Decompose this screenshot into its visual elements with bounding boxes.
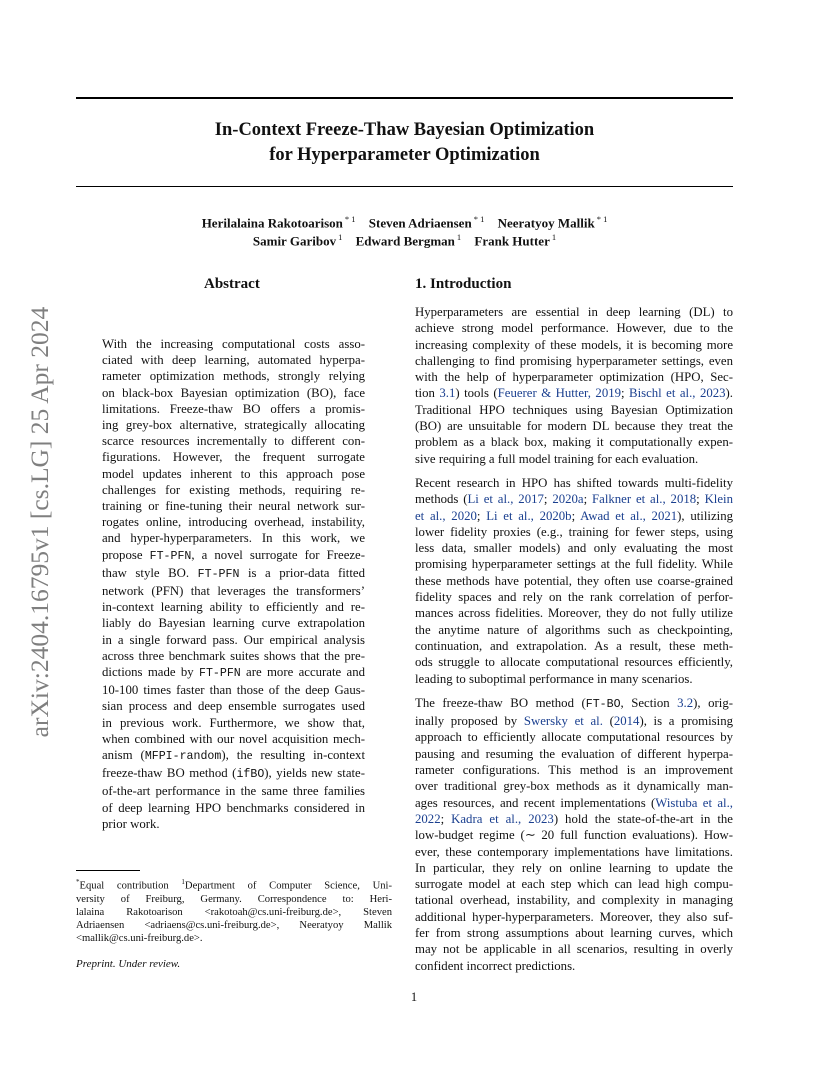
- intro-line: ever, these contemporary implementations have limitations.: [415, 844, 733, 859]
- author-affiliation-mark: * 1: [344, 214, 356, 224]
- abstract-line: sian process and deep ensemble surrogates used: [102, 699, 365, 714]
- method-name-ft-pfn: FT-PFN: [149, 549, 192, 563]
- intro-line: tion 3.1) tools (Feuerer & Hutter, 2019; Bischl et al., 2023).: [415, 386, 734, 401]
- citation-link[interactable]: Feuerer & Hutter, 2019: [497, 386, 622, 401]
- intro-line: promising hyperparameter settings at the full fidelity. While: [415, 557, 733, 572]
- introduction-heading: 1. Introduction: [415, 276, 512, 292]
- author-line-2: [76, 232, 733, 249]
- footnote-line: lalaina Rakotoarison <rakotoah@cs.uni-freiburg.de>, Steven: [76, 906, 392, 918]
- citation-link[interactable]: 2022: [415, 811, 441, 826]
- intro-line: approach to efficiently allocate computational resources by: [415, 730, 733, 745]
- abstract-line: when combined with our novel acquisition mech-: [102, 731, 365, 746]
- paper-title-line-2: for Hyperparameter Optimization: [269, 145, 540, 165]
- intro-line: continuation, and extrapolation. As a result, these meth-: [415, 638, 733, 653]
- method-name-ft-pfn: FT-PFN: [198, 667, 241, 681]
- intro-line: In particular, they rely on online learning to update the: [415, 860, 733, 875]
- citation-link[interactable]: Swersky et al.: [523, 714, 603, 729]
- abstract-line: prior work.: [102, 816, 160, 831]
- method-name-ft-pfn: FT-PFN: [197, 567, 240, 581]
- page-number: 1: [410, 990, 418, 1004]
- title-rule-top: [76, 97, 733, 99]
- intro-line: et al., 2020; Li et al., 2020b; Awad et al., 2021), utilizing: [415, 508, 733, 523]
- introduction-text: [415, 304, 733, 982]
- intro-line: achieve strong model performance. However, due to the: [415, 321, 733, 336]
- abstract-line: propose FT-PFN, a novel surrogate for Freeze-: [102, 547, 365, 563]
- intro-line: leading to suboptimal performance in many scenarios.: [415, 671, 693, 686]
- intro-paragraph-3: [415, 695, 733, 974]
- abstract-line: thaw style BO. FT-PFN is a prior-data fitted: [102, 565, 365, 581]
- intro-line: ods struggle to allocate computational resources efficiently,: [415, 655, 733, 670]
- intro-line: Traditional HPO techniques using Bayesian Optimization: [415, 402, 733, 417]
- citation-link[interactable]: Li et al., 2020b: [486, 508, 572, 523]
- footnote-line: versity of Freiburg, Germany. Correspondence to: Heri-: [76, 893, 392, 905]
- author-name: Samir Garibov: [252, 233, 337, 249]
- method-name-mfpi-random: MFPI-random: [144, 750, 222, 764]
- preprint-note: Preprint. Under review.: [76, 958, 181, 970]
- abstract-line: model updates inherent to this approach pose: [102, 466, 365, 481]
- method-name-ft-bo: FT-BO: [585, 697, 621, 711]
- author-name: Edward Bergman: [355, 233, 455, 249]
- intro-line: inally proposed by Swersky et al. (2014), is a promising: [415, 714, 733, 729]
- abstract-heading: Abstract: [204, 276, 260, 292]
- intro-line: pausing and resuming the evaluation of different hyperpa-: [415, 746, 733, 761]
- citation-link[interactable]: Bischl et al., 2023: [629, 386, 726, 401]
- abstract-line: freeze-thaw BO method (ifBO), yields new state-: [102, 766, 365, 782]
- intro-line: lower fidelity proxies (e.g., training for fewer steps, using: [415, 524, 733, 539]
- intro-line: 2022; Kadra et al., 2023) hold the state-of-the-art in the: [415, 811, 733, 826]
- intro-line: ages resources, and recent implementations (Wistuba et al.,: [415, 795, 733, 810]
- abstract-line: ing grey-box alternative, strategically allocating: [102, 418, 365, 433]
- abstract-line: ciated with deep learning, automated hyperpa-: [102, 353, 365, 368]
- intro-line: sive requiring a full model training for each evaluation.: [415, 451, 699, 466]
- intro-line: these methods have potential, they often use coarse-grained: [415, 573, 733, 588]
- abstract-line: of-the-art performance in the same three families: [102, 784, 365, 799]
- citation-link[interactable]: Awad et al., 2021: [580, 508, 678, 523]
- abstract-line: rameter optimization methods, strongly relying: [102, 369, 365, 384]
- author-affiliation-mark: * 1: [473, 214, 485, 224]
- footnote: [76, 876, 392, 945]
- abstract-line: in-context learning ability to efficiently and re-: [102, 600, 365, 615]
- author-name: Neeratyoy Mallik: [497, 215, 595, 231]
- author-name: Frank Hutter: [474, 233, 550, 249]
- citation-link[interactable]: Klein: [704, 492, 733, 507]
- intro-line: confident incorrect predictions.: [415, 958, 576, 973]
- author-line-1: [76, 214, 733, 231]
- intro-line: fer from strong assumptions about learning curves, which: [415, 925, 733, 940]
- author-name: Steven Adriaensen: [368, 215, 472, 231]
- intro-line: with the help of hyperparameter optimization (HPO, Sec-: [415, 370, 733, 385]
- author-affiliation-mark: * 1: [596, 214, 608, 224]
- author-name: Herilalaina Rakotoarison: [201, 215, 343, 231]
- intro-line: over traditional grey-box methods as it dynamically man-: [415, 779, 733, 794]
- author-affiliation-mark: 1: [338, 232, 343, 242]
- abstract-line: liably do Bayesian learning curve extrapolation: [102, 616, 365, 631]
- abstract-line: in previous work. Furthermore, we show that,: [102, 715, 365, 730]
- abstract-line: anism (MFPI-random), the resulting in-context: [102, 748, 366, 764]
- citation-link[interactable]: Falkner et al., 2018: [592, 492, 697, 507]
- abstract-line: 10-100 times faster than those of the deep Gaus-: [102, 683, 365, 698]
- intro-line: mances across fidelities. Moreover, they do not fully utilize: [415, 606, 733, 621]
- abstract-line: across three benchmark suites shows that the pre-: [102, 648, 365, 663]
- intro-line: challenging to find promising hyperparameter settings, even: [415, 353, 733, 368]
- abstract-line: limitations. Freeze-thaw BO offers a promis-: [102, 401, 365, 416]
- method-name-ifbo: ifBO: [236, 768, 265, 782]
- intro-line: tational overhead, instability, and complexity in managing: [415, 893, 733, 908]
- author-affiliation-mark: 1: [551, 232, 557, 242]
- intro-line: less data, smaller models) and only evaluating the most: [415, 541, 733, 556]
- intro-line: fidelity spaces and rely on the rank correlation of perfor-: [415, 590, 733, 605]
- citation-link[interactable]: 2020a: [552, 492, 584, 507]
- section-ref-link[interactable]: 3.2: [677, 695, 694, 710]
- intro-line: increasing complexity of these models, it is becoming more: [415, 337, 733, 352]
- abstract-line: in a single forward pass. Our empirical analysis: [102, 632, 365, 647]
- abstract-line: on black-box Bayesian optimization (BO), face: [102, 385, 365, 400]
- abstract-line: rogates online, introducing overhead, instability,: [102, 515, 365, 530]
- intro-line: Recent research in HPO has shifted towards multi-fidelity: [415, 475, 733, 490]
- footnote-line: *Equal contribution $^1$Department of Computer Science, Uni-: [76, 878, 392, 892]
- abstract-line: With the increasing computational costs asso-: [102, 337, 365, 351]
- abstract-line: challenges for existing methods, requiring re-: [102, 482, 365, 497]
- abstract-line: network (PFN) that leverages the transformers’: [102, 584, 365, 599]
- intro-line: low-budget regime (∼ 20 full function evaluations). How-: [415, 828, 733, 843]
- intro-line: the anytime nature of algorithms such as checkpointing,: [415, 622, 733, 637]
- intro-line: problem as a black box, making it computationally expen-: [415, 435, 733, 450]
- footnote-rule: [76, 870, 140, 871]
- abstract-line: training or fine-tuning their neural network sur-: [102, 499, 365, 514]
- citation-link[interactable]: Kadra et al., 2023: [451, 811, 554, 826]
- intro-line: surrogate model at each step which can lead high compu-: [415, 877, 733, 892]
- intro-line: Hyperparameters are essential in deep learning (DL) to: [415, 305, 733, 319]
- title-rule-bottom: [76, 186, 733, 187]
- arxiv-identifier-stamp: arXiv:2404.16795v1 [cs.LG] 25 Apr 2024: [25, 306, 54, 738]
- footnote-line: <mallik@cs.uni-freiburg.de>.: [76, 932, 203, 944]
- section-ref-link[interactable]: 3.1: [439, 386, 456, 401]
- paper-title-line-1: In-Context Freeze-Thaw Bayesian Optimization: [214, 120, 595, 140]
- intro-paragraph-1: [415, 304, 733, 467]
- abstract-text: [102, 336, 365, 832]
- intro-line: may not be applicable in all scenarios, resulting in overly: [415, 942, 733, 957]
- citation-link[interactable]: 2014: [613, 714, 640, 729]
- abstract-line: dictions made by FT-PFN are more accurate and: [102, 665, 365, 681]
- abstract-line: of deep learning HPO benchmarks considered in: [102, 800, 365, 815]
- citation-link[interactable]: et al., 2020: [415, 508, 477, 523]
- citation-link[interactable]: Li et al., 2017: [467, 492, 544, 507]
- abstract-line: figurations. However, the frequent surrogate: [102, 450, 365, 465]
- intro-line: methods (Li et al., 2017; 2020a; Falkner et al., 2018; Klein: [415, 492, 733, 507]
- author-affiliation-mark: 1: [456, 232, 462, 242]
- intro-line: (BO) are unsuitable for modern DL because they treat the: [415, 419, 733, 434]
- intro-line: The freeze-thaw BO method (FT-BO, Section 3.2), orig-: [415, 695, 734, 711]
- abstract-line: and hyper-hyperparameters. In this work, we: [102, 531, 365, 546]
- intro-line: rameter configurations. This method is an improvement: [415, 763, 733, 778]
- intro-paragraph-2: [415, 475, 733, 687]
- citation-link[interactable]: Wistuba et al.,: [655, 795, 733, 810]
- footnote-line: Adriaensen <adriaens@cs.uni-freiburg.de>, Neeratyoy Mallik: [76, 919, 392, 931]
- intro-line: additional hyper-hyperparameters. Moreover, they also suf-: [415, 909, 733, 924]
- abstract-line: scarce resources incrementally to different con-: [102, 434, 365, 449]
